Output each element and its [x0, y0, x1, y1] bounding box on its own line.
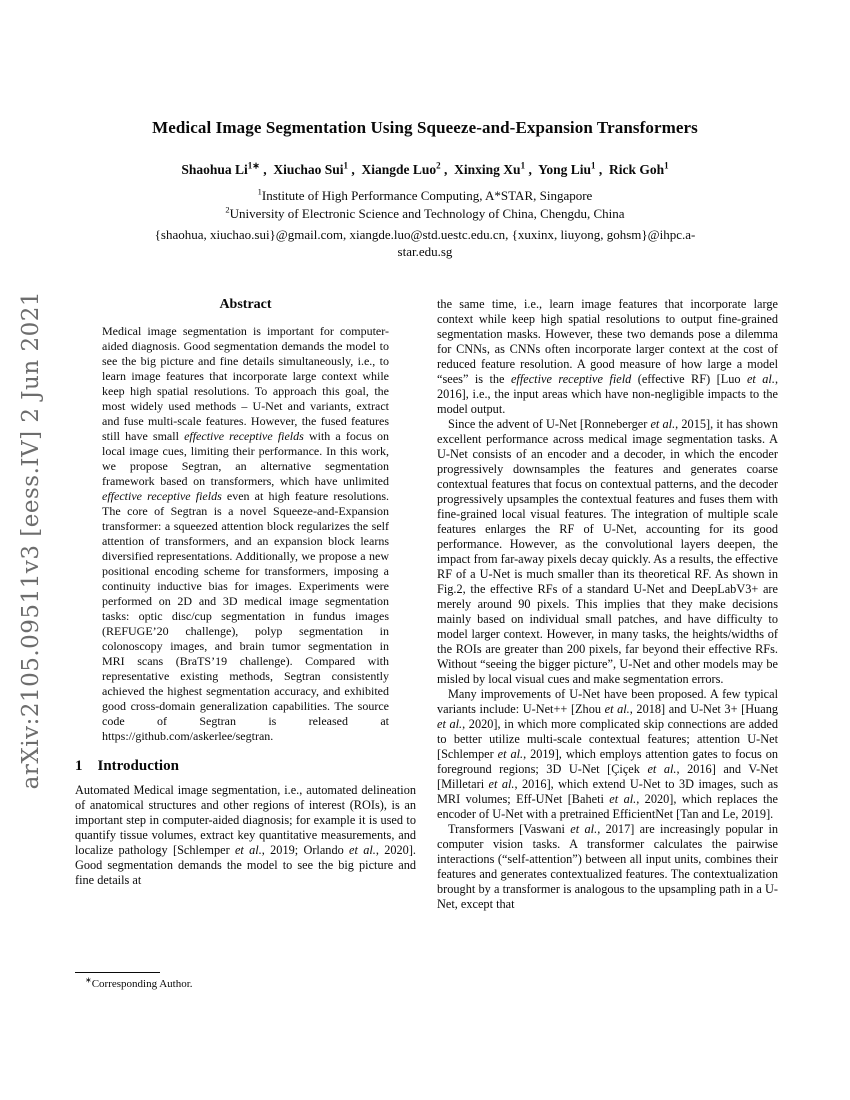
paper-header	[0, 0, 850, 260]
section-number: 1	[75, 758, 83, 774]
author-separator: ,	[525, 162, 539, 177]
body-paragraph: Transformers [Vaswani et al., 2017] are increasingly popular in computer vision tasks. A transformer calculates the pairwise interactions (“self-attention”) between all input units, combines their features and generates contextualized features. The contextualization brought by a transformer is analogous to the upsampling path in a U-Net, except that	[437, 822, 778, 911]
left-column	[75, 297, 416, 1057]
arxiv-stamp-label: arXiv:2105.09511v3 [eess.IV] 2 Jun 2021	[18, 290, 44, 790]
arxiv-stamp	[12, 290, 50, 790]
affiliation-sup: 1	[257, 186, 262, 197]
author: Yong Liu$^1$	[538, 160, 596, 177]
abstract-text: Medical image segmentation is important for computer-aided diagnosis. Good segmentation demands the model to see the big picture and fine details simultaneously, i.e., to learn image features that incorporate large context while keep high spatial resolutions. To approach this goal, the most widely used methods – U-Net and variants, extract and fuse multi-scale features. However, the fused features still have small effective receptive fields with a focus on local image cues, limiting their performance. In this work, we propose Segtran, an alternative segmentation framework based on transformers, which have unlimited effective receptive fields even at high feature resolutions. The core of Segtran is a novel Squeeze-and-Expansion transformer: a squeezed attention block regularizes the self attention of transformers, and an expansion block learns diversified representations. Additionally, we propose a new positional encoding scheme for transformers, imposing a continuity inductive bias for images. Experiments were performed on 2D and 3D medical image segmentation tasks: optic disc/cup segmentation in fundus images (REFUGE’20 challenge), polyp segmentation in colonoscopy images, and brain tumor segmentation in MRI scans (BraTS’19 challenge). Compared with representative existing methods, Segtran consistently achieved the highest segmentation accuracy, and exhibited good cross-domain generalization capabilities. The source code of Segtran is released at https://github.com/askerlee/segtran.	[102, 324, 390, 743]
affiliations	[0, 187, 850, 223]
author-separator: ,	[259, 162, 274, 177]
abstract-heading: Abstract	[219, 297, 272, 312]
paper-body	[75, 297, 778, 1057]
intro-paragraph: Automated Medical image segmentation, i.e., automated delineation of anatomical structures and other regions of interest (ROIs), is an important step in computer-aided diagnosis; for example it is used to quantify tissue volumes, extract key quantitative measurements, and localize pathology [Schlemper et al., 2019; Orlando et al., 2020]. Good segmentation demands the model to see the big picture and fine details at	[75, 783, 416, 887]
footnote-text: ∗Corresponding Author.	[85, 975, 193, 990]
author-emails: {shaohua, xiuchao.sui}@gmail.com, xiangde.luo@std.uestc.edu.cn, {xuxinx, liuyong, gohsm}@ihpc.a-star.edu.sg	[154, 227, 696, 259]
section-heading-introduction	[75, 758, 416, 775]
body-paragraph: Many improvements of U-Net have been proposed. A few typical variants include: U-Net++ [Zhou et al., 2018] and U-Net 3+ [Huang et al., 2020], in which more complicated skip connections are added to better utilize multi-scale contextual features; attention U-Net [Schlemper et al., 2019], which employs attention gates to focus on foreground regions; 3D U-Net [Çiçek et al., 2016] and V-Net [Milletari et al., 2016], which extend U-Net to 3D images, such as MRI volumes; Eff-UNet [Baheti et al., 2020], which replaces the encoder of U-Net with a pretrained EfficientNet [Tan and Le, 2019].	[437, 687, 778, 821]
section-title: Introduction	[97, 758, 179, 774]
author-separator: ,	[440, 162, 455, 177]
affiliation-text: Institute of High Performance Computing, A*STAR, Singapore	[261, 188, 593, 203]
author: Xiangde Luo$^2$	[361, 160, 441, 177]
affiliation-sup: 2	[225, 204, 230, 215]
footnote-rule	[75, 972, 160, 973]
affiliation-text: University of Electronic Science and Technology of China, Chengdu, China	[229, 206, 625, 221]
author: Xiuchao Sui$^1$	[273, 160, 348, 177]
author: Rick Goh$^1$	[608, 160, 669, 177]
author: Shaohua $Li^{1∗}$	[181, 160, 260, 177]
paper-title: Medical Image Segmentation Using Squeeze-and-Expansion Transformers	[152, 118, 698, 137]
right-column	[437, 297, 778, 1057]
authors-line	[0, 162, 850, 178]
affiliation-line	[0, 205, 850, 223]
body-paragraph: Since the advent of U-Net [Ronneberger et al., 2015], it has shown excellent performance across medical image segmentation tasks. A U-Net consists of an encoder and a decoder, in which the encoder progressively downsamples the features and generates coarse contextual features that focus on contextual patterns, and the decoder progressively upsamples the contextual features and fuses them with fine-grained local visual features. The integration of multiple scale features enlarges the RF of U-Net, accounting for its good performance. However, as the convolutional layers deepen, the impact from far-away pixels decay quickly. As a results, the effective RF of a U-Net is much smaller than its theoretical RF. As shown in Fig.2, the effective RFs of a standard U-Net and DeepLabV3+ are merely around 90 pixels. This implies that they make decisions mainly based on individual small patches, and have difficulty to model larger context. However, in many tasks, the heights/widths of the ROIs are greater than 200 pixels, far beyond their effective RFs. Without “seeing the bigger picture”, U-Net and other models may be misled by local visual cues and make segmentation errors.	[437, 417, 778, 686]
affiliation-line	[0, 187, 850, 205]
body-paragraph: the same time, i.e., learn image features that incorporate large context while keep high spatial resolutions to output fine-grained segmentation masks. However, these two demands pose a dilemma for CNNs, as CNNs often incorporate larger context at the cost of reduced feature resolution. A good measure of how large a model “sees” is the effective receptive field (effective RF) [Luo et al., 2016], i.e., the input areas which have non-negligible impacts to the model output.	[437, 297, 778, 416]
author-separator: ,	[595, 162, 609, 177]
author: Xinxing Xu$^1$	[454, 160, 526, 177]
footnote	[75, 972, 416, 991]
author-separator: ,	[348, 162, 362, 177]
